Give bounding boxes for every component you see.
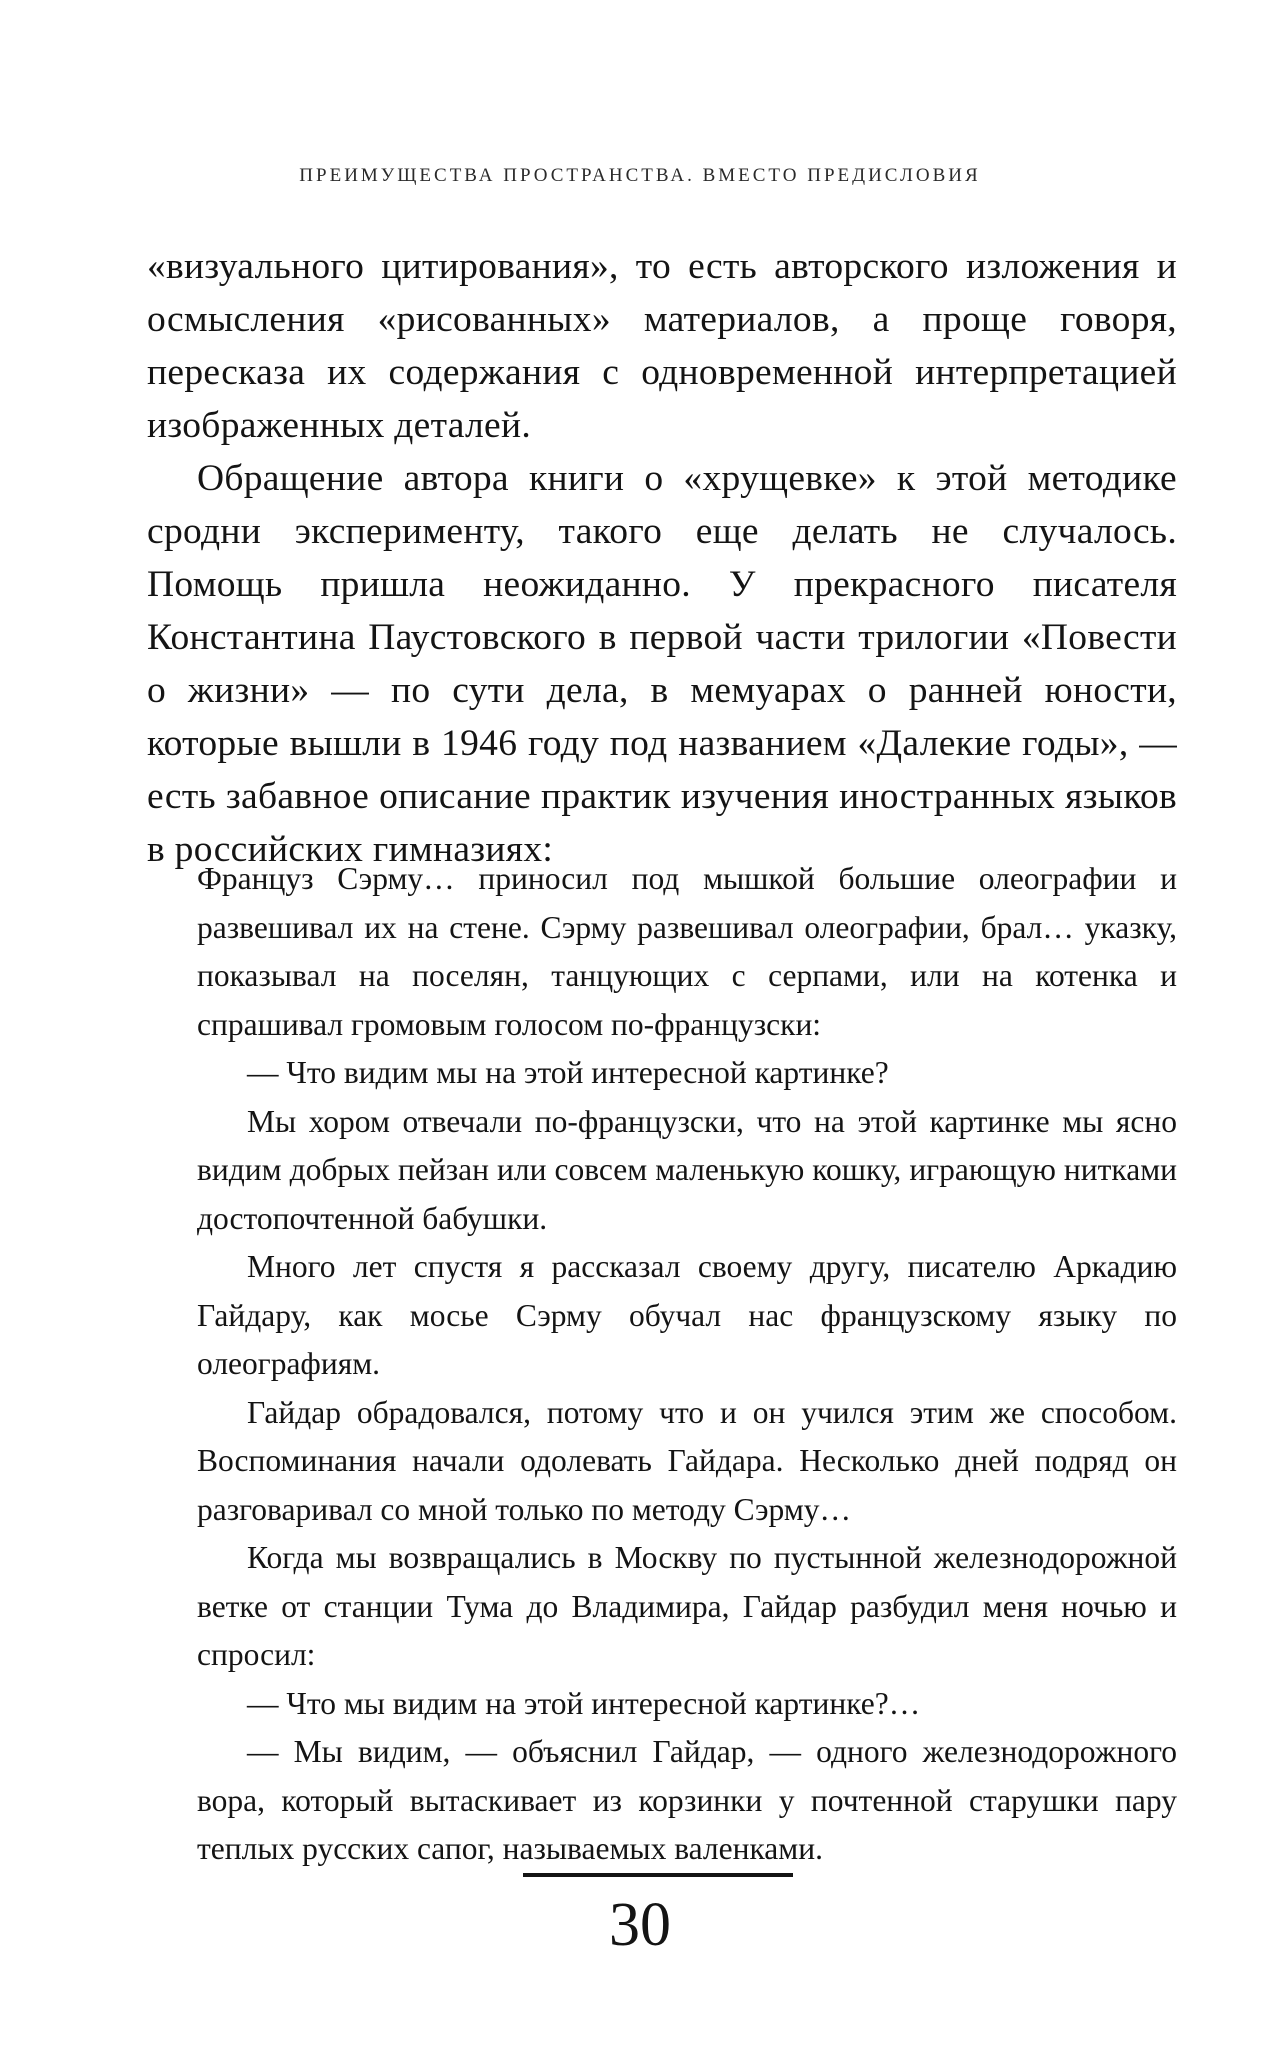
quote-paragraph: Мы хором отвечали по-французски, что на этой картинке мы ясно видим добрых пейзан или совсем маленькую кошку, играющую нитками достопочтенной бабушки. [197, 1103, 1177, 1236]
page-number-rule [523, 1873, 793, 1877]
body-paragraph: «визуального цитирования», то есть авторского изложения и осмысления «рисованных» материалов, а проще говоря, пересказа их содержания с одновременной интерпретацией изображенных деталей. [147, 246, 1177, 446]
quote-paragraph: Когда мы возвращались в Москву по пустынной железнодорожной ветке от станции Тума до Владимира, Гайдар разбудил меня ночью и спросил: [197, 1540, 1177, 1672]
quote-paragraph: — Что мы видим на этой интересной картинке?… [247, 1685, 921, 1721]
main-text [147, 240, 1177, 876]
quote-paragraph: Много лет спустя я рассказал своему другу, писателю Аркадию Гайдару, как мосье Сэрму обучал нас французскому языку по олеографиям. [197, 1249, 1177, 1381]
quote-paragraph: Гайдар обрадовался, потому что и он учился этим же способом. Воспоминания начали одолевать Гайдара. Несколько дней подряд он разговаривал со мной только по методу Сэрму… [197, 1394, 1177, 1527]
body-paragraph: Обращение автора книги о «хрущевке» к этой методике сродни эксперименту, такого еще делать не случалось. Помощь пришла неожиданно. У прекрасного писателя Константина Паустовского в первой части трилогии «Повести о жизни» — по сути дела, в мемуарах о ранней юности, которые вышли в 1946 году под названием «Далекие годы», — есть забавное описание практик изучения иностранных языков в российских гимназиях: [147, 458, 1177, 870]
quote-paragraph: — Что видим мы на этой интересной картинке? [247, 1055, 889, 1090]
block-quote [197, 855, 1177, 1874]
running-head: ПРЕИМУЩЕСТВА ПРОСТРАНСТВА. ВМЕСТО ПРЕДИСЛОВИЯ [299, 165, 981, 186]
page-number: 30 [609, 1891, 671, 1959]
quote-paragraph: Француз Сэрму… приносил под мышкой большие олеографии и развешивал их на стене. Сэрму развешивал олеографии, брал… указку, показывал на поселян, танцующих с серпами, или на котенка и спрашивал громовым голосом по-французски: [197, 861, 1177, 1042]
quote-paragraph: — Мы видим, — объяснил Гайдар, — одного железнодорожного вора, который вытаскивает из корзинки у почтенной старушки пару теплых русских сапог, называемых валенками. [197, 1734, 1177, 1866]
